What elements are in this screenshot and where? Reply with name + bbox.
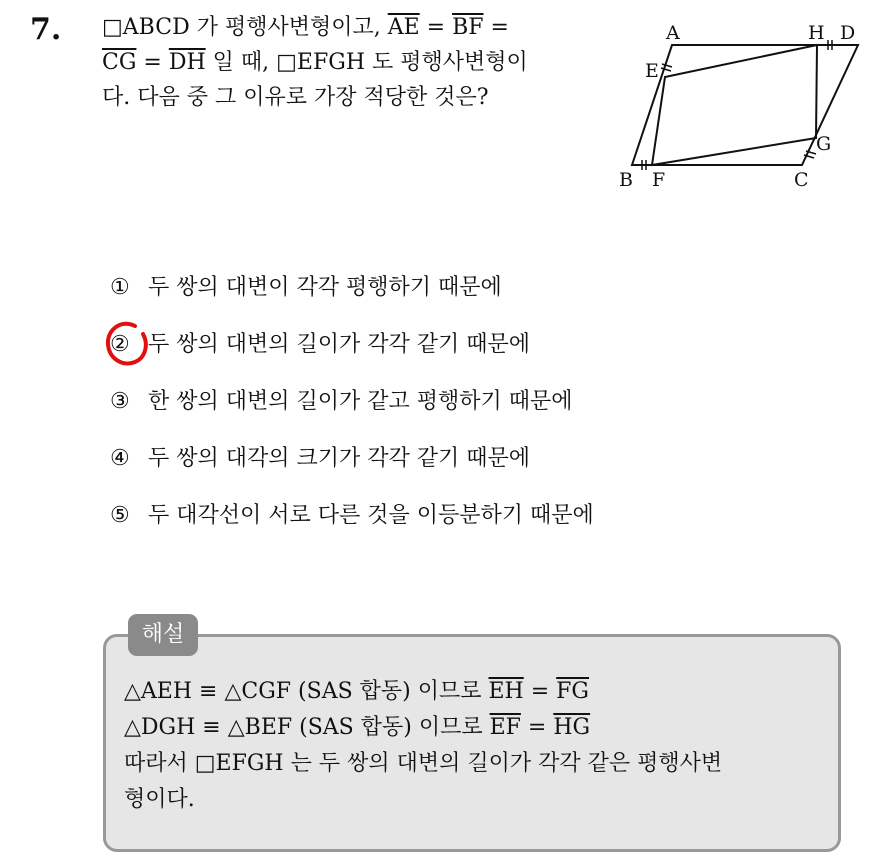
question-line-2-text: 일 때, □EFGH 도 평행사변형이	[205, 50, 528, 75]
label-d: D	[840, 22, 856, 44]
question-line-1	[102, 10, 592, 45]
label-c: C	[794, 169, 809, 191]
explanation-line-2-text: △DGH ≡ △BEF (SAS 합동) 이므로	[124, 715, 490, 740]
choice-3[interactable]	[110, 384, 594, 441]
explanation-line-1-text: △AEH ≡ △CGF (SAS 합동) 이므로	[124, 679, 489, 704]
label-a: A	[666, 22, 680, 44]
label-b: B	[619, 169, 633, 191]
choice-5[interactable]	[110, 498, 594, 555]
question-line-2	[102, 45, 592, 80]
label-e: E	[645, 60, 659, 82]
explanation-line-1	[124, 674, 834, 710]
choice-text: 두 쌍의 대각의 크기가 각각 같기 때문에	[148, 446, 530, 471]
explanation-text	[124, 674, 834, 818]
segment-bf: $\overline{BF}$	[452, 15, 484, 40]
equals-sign: =	[136, 50, 169, 75]
segment-hg: $\overline{HG}$	[553, 715, 591, 740]
segment-ae: $\overline{AE}$	[387, 15, 420, 40]
equals-sign: =	[419, 15, 453, 40]
answer-circle-mark	[102, 317, 150, 369]
segment-eh: $\overline{EH}$	[488, 679, 524, 704]
choice-text: 두 쌍의 대변의 길이가 각각 같기 때문에	[148, 332, 530, 357]
explanation-line-2	[124, 710, 834, 746]
segment-cg: $\overline{CG}$	[102, 50, 137, 75]
label-h: H	[808, 22, 825, 44]
choice-text: 두 대각선이 서로 다른 것을 이등분하기 때문에	[148, 503, 594, 528]
choice-2[interactable]	[110, 327, 594, 384]
label-g: G	[816, 133, 832, 155]
parallelogram-efgh	[652, 45, 817, 165]
explanation-line-4: 형이다.	[124, 787, 195, 812]
equals-sign: =	[483, 15, 509, 40]
label-f: F	[652, 169, 666, 191]
choice-number: ④	[110, 446, 130, 471]
choice-list	[110, 270, 594, 555]
parallelogram-figure	[612, 20, 862, 195]
choice-4[interactable]	[110, 441, 594, 498]
question-line-3: 다. 다음 중 그 이유로 가장 적당한 것은?	[102, 85, 489, 110]
segment-ef: $\overline{EF}$	[489, 715, 521, 740]
question-text	[102, 10, 592, 115]
segment-dh: $\overline{DH}$	[168, 50, 206, 75]
explanation-line-3: 따라서 □EFGH 는 두 쌍의 대변의 길이가 각각 같은 평행사변	[124, 751, 723, 776]
question-line-1-text: □ABCD 가 평행사변형이고,	[102, 15, 388, 40]
equals-sign: =	[523, 679, 557, 704]
choice-1[interactable]	[110, 270, 594, 327]
choice-number: ⑤	[110, 503, 130, 528]
choice-number: ③	[110, 389, 130, 414]
choice-number: ②	[110, 332, 130, 357]
choice-text: 한 쌍의 대변의 길이가 같고 평행하기 때문에	[148, 389, 573, 414]
explanation-tag: 해설	[128, 614, 198, 656]
question-number: 7.	[30, 12, 62, 47]
segment-fg: $\overline{FG}$	[556, 679, 590, 704]
choice-text: 두 쌍의 대변이 각각 평행하기 때문에	[148, 275, 502, 300]
equals-sign: =	[520, 715, 554, 740]
choice-number: ①	[110, 275, 130, 300]
